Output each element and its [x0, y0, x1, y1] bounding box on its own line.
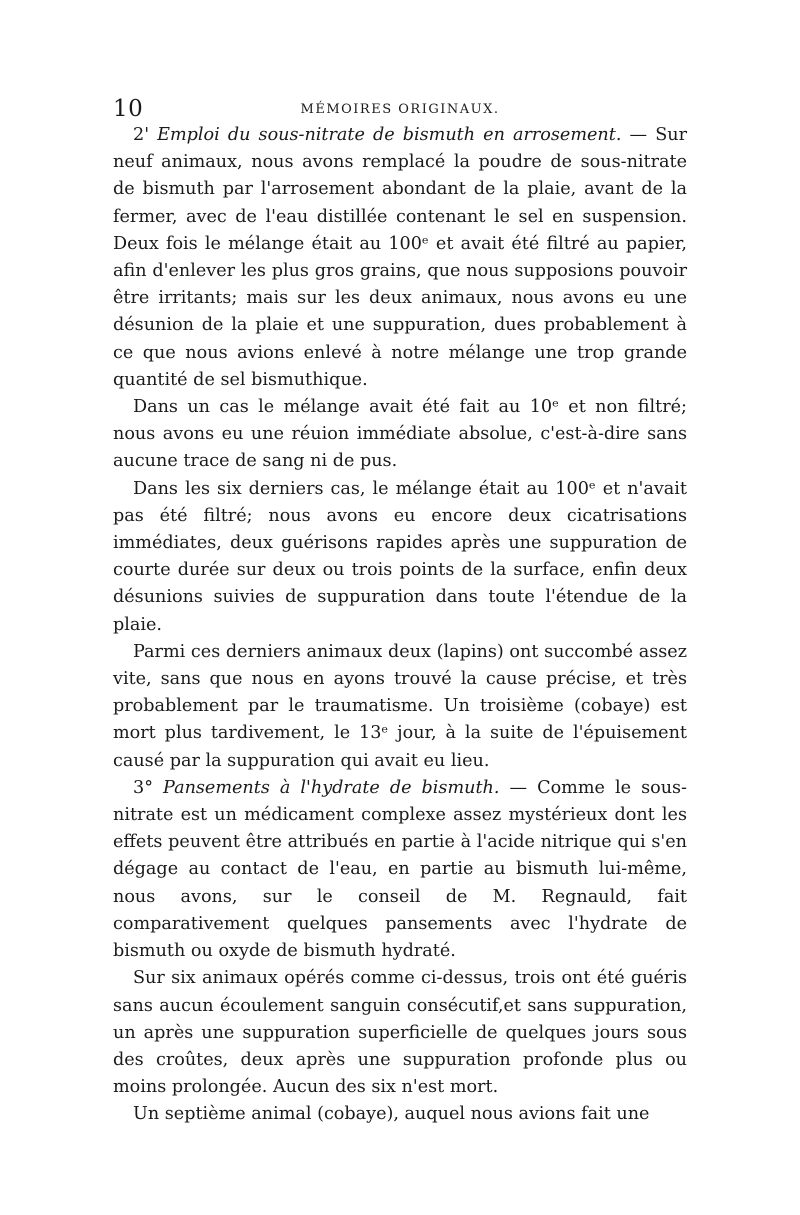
body-text	[113, 122, 687, 1129]
paragraph-arrosement	[113, 122, 687, 394]
running-head: MÉMOIRES ORIGINAUX.	[300, 102, 500, 117]
paragraph-hydrate	[113, 775, 687, 965]
section-number: 3°	[133, 777, 164, 798]
section-title: Pansements à l'hydrate de bismuth.	[163, 777, 500, 798]
page-header	[113, 96, 687, 122]
page-number: 10	[113, 96, 144, 122]
paragraph: Dans un cas le mélange avait été fait au 10ᵉ et non filtré; nous avons eu une réuion immédiate absolue, c'est-à-dire sans aucune trace de sang ni de pus.	[113, 397, 687, 472]
section-title: Emploi du sous-nitrate de bismuth en arrosement.	[157, 125, 622, 145]
paragraph: Un septième animal (cobaye), auquel nous avions fait une	[133, 1104, 650, 1125]
paragraph-text: — Sur neuf animaux, nous avons remplacé la poudre de sous-nitrate de bismuth par l'arrosement abondant de la plaie, avant de la fermer, avec de l'eau distillée contenant le sel en suspension. Deux fois le mélange était au 100ᵉ et avait été filtré au papier, afin d'enlever les plus gros grains, que nous supposions pouvoir être irritants; mais sur les deux animaux, nous avons eu une désunion de la plaie et une suppuration, dues probablement à ce que nous avions enlevé à notre mélange une trop grande quantité de sel bismuthique.	[113, 125, 687, 390]
paragraph-text: — Comme le sous-nitrate est un médicament complexe assez mystérieux dont les effets peuvent être attribués en partie à l'acide nitrique qui s'en dégage au contact de l'eau, en partie au bismuth lui-même, nous avons, sur le conseil de M. Regnauld, fait comparativement quelques pansements avec l'hydrate de bismuth ou oxyde de bismuth hydraté.	[113, 777, 687, 962]
paragraph: Dans les six derniers cas, le mélange était au 100ᵉ et n'avait pas été filtré; nous avons eu encore deux cicatrisations immédiates, deux guérisons rapides après une suppuration de courte durée sur deux ou trois points de la surface, enfin deux désunions suivies de suppuration dans toute l'étendue de la plaie.	[113, 478, 687, 635]
section-number: 2'	[133, 125, 158, 145]
paragraph: Sur six animaux opérés comme ci-dessus, trois ont été guéris sans aucun écoulement sanguin consécutif,et sans suppuration, un après une suppuration superficielle de quelques jours sous des croûtes, deux après une suppuration profonde plus ou moins prolongée. Aucun des six n'est mort.	[113, 968, 687, 1098]
paragraph: Parmi ces derniers animaux deux (lapins) ont succombé assez vite, sans que nous en ayons trouvé la cause précise, et très probablement par le traumatisme. Un troisième (cobaye) est mort plus tardivement, le 13ᵉ jour, à la suite de l'épuisement causé par la suppuration qui avait eu lieu.	[113, 641, 687, 771]
